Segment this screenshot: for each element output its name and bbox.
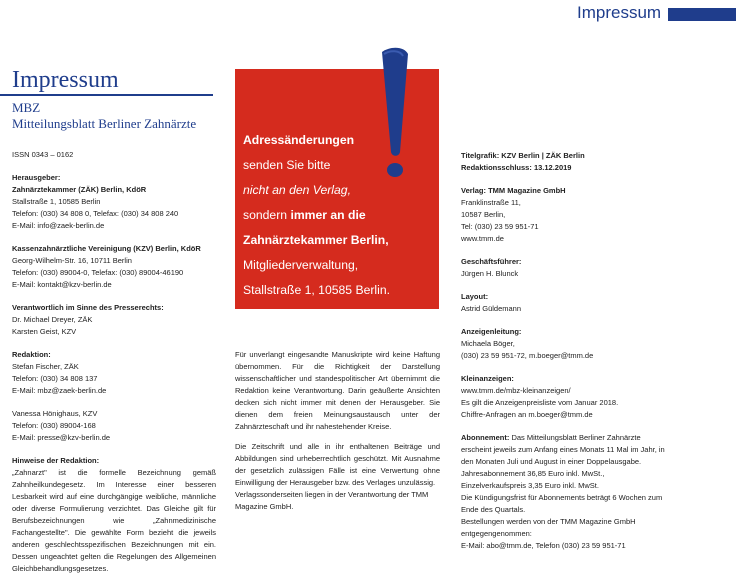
column-middle xyxy=(235,349,440,513)
notice-line-6: Mitgliederverwaltung, xyxy=(243,258,359,272)
notice-line-7: Stallstraße 1, 10585 Berlin. xyxy=(243,283,391,297)
verlag-address-2: 10587 Berlin, xyxy=(461,210,506,219)
abonnement-line-2: Einzelverkaufspreis 3,35 Euro inkl. MwSt. xyxy=(461,481,599,490)
verantwortlich-1: Dr. Michael Dreyer, ZÄK xyxy=(12,315,93,324)
redaktion-heading: Redaktion: xyxy=(12,350,51,359)
anzeigenleitung-contact: (030) 23 59 951-72, m.boeger@tmm.de xyxy=(461,351,594,360)
column-left xyxy=(12,149,216,575)
abonnement-line-3: Die Kündigungsfrist für Abonnements beträgt 6 Wochen zum Ende des Quartals. xyxy=(461,493,663,514)
issn: ISSN 0343 – 0162 xyxy=(12,150,74,159)
abonnement-line-4: Bestellungen werden von der TMM Magazine GmbH entgegengenommen: xyxy=(461,517,636,538)
notice-line-5: Zahnärztekammer Berlin, xyxy=(243,233,389,247)
layout-name: Astrid Güldemann xyxy=(461,304,522,313)
disclaimer-paragraph-3: Verlagssonderseiten liegen in der Verantwortung der TMM Magazine GmbH. xyxy=(235,490,429,511)
header-accent-bar xyxy=(668,8,736,21)
kzv-name: Kassenzahnärztliche Vereinigung (KZV) Berlin, KdöR xyxy=(12,244,201,253)
redakteur-2-phone: Telefon: (030) 89004-168 xyxy=(12,421,96,430)
layout-heading: Layout: xyxy=(461,292,489,301)
notice-line-4 xyxy=(243,203,438,228)
column-right xyxy=(461,150,667,552)
kzv-address: Georg-Wilhelm-Str. 16, 10711 Berlin xyxy=(12,256,132,265)
redakteur-1-phone: Telefon: (030) 34 808 137 xyxy=(12,374,98,383)
notice-line-1: Adressänderungen xyxy=(243,133,355,147)
publication-name: Mitteilungsblatt Berliner Zahnärzte xyxy=(12,116,197,131)
title-rule xyxy=(0,94,213,96)
abonnement-heading: Abonnement: xyxy=(461,433,510,442)
kzv-phone: Telefon: (030) 89004-0, Telefax: (030) 89004-46190 xyxy=(12,268,184,277)
verantwortlich-2: Karsten Geist, KZV xyxy=(12,327,77,336)
kleinanzeigen-price: Es gilt die Anzeigenpreisliste vom Januar 2018. xyxy=(461,398,619,407)
verlag-address-1: Franklinstraße 11, xyxy=(461,198,521,207)
verantwortlich-heading: Verantwortlich im Sinne des Presserechts: xyxy=(12,303,164,312)
anzeigenleitung-heading: Anzeigenleitung: xyxy=(461,327,522,336)
hinweise-text: „Zahnarzt" ist die formelle Bezeichnung gemäß Zahnheilkundegesetz. Im Interesse einer besseren Lesbarkeit wird auf eine durchgängige weibliche, männliche oder diverse Formulierung verzichtet. Das Gleiche gilt für Berufsbezeichnungen wie „Zahnmedizinische Fachangestellte". Die gewählte Form bezieht die jeweils anderen geschlechtsspezifischen Bezeichnungen mit ein. Dessen ungeachtet gelten die Regelungen des Allgemeinen Gleichbehandlungsgesetzes. xyxy=(12,468,216,573)
disclaimer-paragraph-1: Für unverlangt eingesandte Manuskripte wird keine Haftung übernommen. Für die Richtigkeit der Darstellung wissenschaftlicher und standespolitischer Art übernimmt die Redaktion keine Verantwortung. Darin geäußerte Ansichten decken sich nicht immer mit denen der Herausgeber. Sie dienen dem freien Meinungsaustausch unter der Zahnärzteschaft und ihr nahestehender Kreise. xyxy=(235,350,440,431)
redakteur-1-email: E-Mail: mbz@zaek-berlin.de xyxy=(12,386,107,395)
herausgeber-heading: Herausgeber: xyxy=(12,173,61,182)
abonnement-line-1: Jahresabonnement 36,85 Euro inkl. MwSt., xyxy=(461,469,605,478)
herausgeber-phone: Telefon: (030) 34 808 0, Telefax: (030) 34 808 240 xyxy=(12,209,179,218)
redakteur-2-name: Vanessa Hönighaus, KZV xyxy=(12,409,98,418)
notice-line-4b: immer an die xyxy=(290,208,366,222)
verlag-heading: Verlag: TMM Magazine GmbH xyxy=(461,186,566,195)
abonnement-text: Das Mitteilungsblatt Berliner Zahnärzte erscheint jeweils zum Anfang eines Monats 11 Mal im Jahr, in den Monaten Juli und August in einer Doppelausgabe. xyxy=(461,433,665,466)
geschaeftsfuehrer-name: Jürgen H. Blunck xyxy=(461,269,519,278)
kleinanzeigen-website: www.tmm.de/mbz-kleinanzeigen/ xyxy=(461,386,571,395)
disclaimer-paragraph-2: Die Zeitschrift und alle in ihr enthaltenen Beiträge und Abbildungen sind urheberrechtlich geschützt. Mit Ausnahme der gesetzlich zulässigen Fälle ist eine Verwertung ohne Einwilligung der Herausgeber bzw. des Verlages unzulässig. xyxy=(235,442,440,487)
hinweise-heading: Hinweise der Redaktion: xyxy=(12,456,100,465)
verlag-website: www.tmm.de xyxy=(461,234,504,243)
notice-line-4a: sondern xyxy=(243,208,291,222)
geschaeftsfuehrer-heading: Geschäftsführer: xyxy=(461,257,522,266)
herausgeber-email: E-Mail: info@zaek-berlin.de xyxy=(12,221,105,230)
redakteur-1-name: Stefan Fischer, ZÄK xyxy=(12,362,79,371)
kleinanzeigen-heading: Kleinanzeigen: xyxy=(461,374,514,383)
section-header-label: Impressum xyxy=(577,3,662,22)
page-title: Impressum xyxy=(12,67,119,93)
anzeigenleitung-name: Michaela Böger, xyxy=(461,339,515,348)
verlag-phone: Tel: (030) 23 59 951-71 xyxy=(461,222,539,231)
titelgrafik: Titelgrafik: KZV Berlin | ZÄK Berlin xyxy=(461,151,585,160)
kzv-email: E-Mail: kontakt@kzv-berlin.de xyxy=(12,280,112,289)
herausgeber-address: Stallstraße 1, 10585 Berlin xyxy=(12,197,101,206)
publication-abbrev: MBZ xyxy=(12,100,41,115)
redakteur-2-email: E-Mail: presse@kzv-berlin.de xyxy=(12,433,111,442)
herausgeber-name: Zahnärztekammer (ZÄK) Berlin, KdöR xyxy=(12,185,147,194)
redaktionsschluss: Redaktionsschluss: 13.12.2019 xyxy=(461,163,572,172)
abonnement-line-5: E-Mail: abo@tmm.de, Telefon (030) 23 59 951-71 xyxy=(461,541,626,550)
notice-line-2: senden Sie bitte xyxy=(243,158,331,172)
kleinanzeigen-chiffre: Chiffre-Anfragen an m.boeger@tmm.de xyxy=(461,410,593,419)
address-change-notice xyxy=(243,128,438,303)
notice-line-3: nicht an den Verlag, xyxy=(243,183,351,197)
